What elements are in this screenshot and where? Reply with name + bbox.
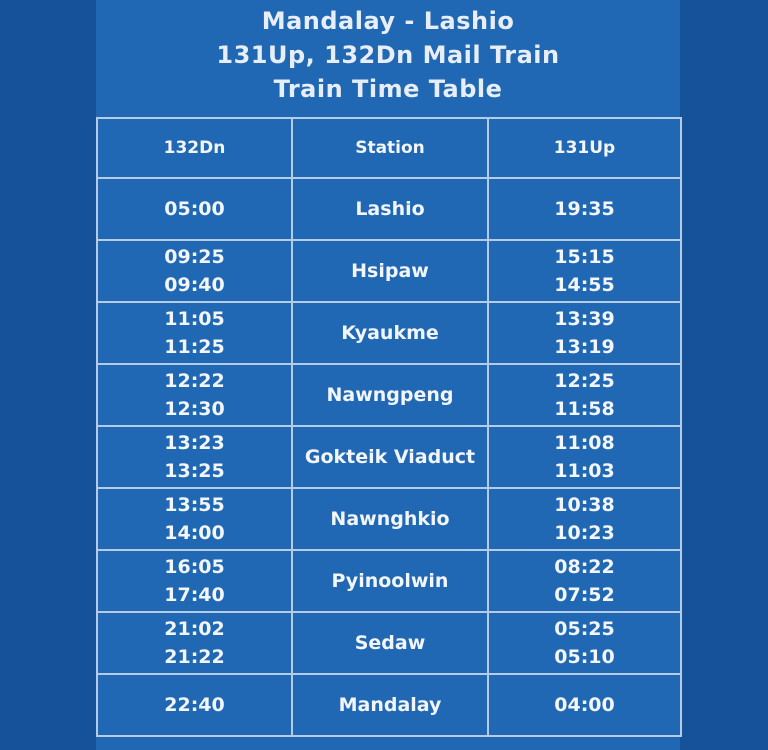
time-value: 05:25 [554,618,615,640]
time-value: 09:25 [164,246,225,268]
route-title: Mandalay - Lashio [261,7,515,35]
dn-time-cell [97,674,292,736]
dn-time-cell [97,364,292,426]
dn-time-cell [97,488,292,550]
time-value: 13:25 [164,460,225,482]
time-value: 21:02 [164,618,225,640]
station-name: Nawnghkio [292,488,488,550]
header-132dn: 132Dn [97,118,292,178]
time-value: 14:00 [164,522,225,544]
timetable [96,117,682,737]
table-row [97,426,681,488]
time-value: 09:40 [164,274,225,296]
time-value: 15:15 [554,246,615,268]
dn-time-cell [97,302,292,364]
time-value: 05:00 [164,198,225,220]
up-time-cell [488,550,681,612]
dn-time-cell [97,550,292,612]
table-row [97,302,681,364]
time-value: 11:25 [164,336,225,358]
header-131up: 131Up [488,118,681,178]
up-time-cell [488,302,681,364]
up-time-cell [488,240,681,302]
station-name: Nawngpeng [292,364,488,426]
table-row [97,612,681,674]
time-value: 19:35 [554,198,615,220]
time-value: 12:22 [164,370,225,392]
up-time-cell [488,426,681,488]
dn-time-cell [97,240,292,302]
time-value: 08:22 [554,556,615,578]
time-value: 07:52 [554,584,615,606]
dn-time-cell [97,426,292,488]
background-right [680,0,768,750]
table-row [97,550,681,612]
table-row [97,488,681,550]
time-value: 12:25 [554,370,615,392]
dn-time-cell [97,178,292,240]
time-value: 14:55 [554,274,615,296]
header-row [97,118,681,178]
time-value: 11:05 [164,308,225,330]
time-value: 10:23 [554,522,615,544]
header-station: Station [292,118,488,178]
time-value: 11:03 [554,460,615,482]
table-row [97,364,681,426]
time-value: 22:40 [164,694,225,716]
time-value: 04:00 [554,694,615,716]
station-name: Gokteik Viaduct [292,426,488,488]
time-value: 16:05 [164,556,225,578]
station-name: Lashio [292,178,488,240]
up-time-cell [488,488,681,550]
time-value: 12:30 [164,398,225,420]
station-name: Pyinoolwin [292,550,488,612]
time-value: 11:08 [554,432,615,454]
time-value: 21:22 [164,646,225,668]
timetable-title [96,4,680,106]
up-time-cell [488,178,681,240]
time-value: 13:23 [164,432,225,454]
dn-time-cell [97,612,292,674]
time-value: 13:55 [164,494,225,516]
up-time-cell [488,612,681,674]
time-value: 17:40 [164,584,225,606]
time-value: 11:58 [554,398,615,420]
station-name: Mandalay [292,674,488,736]
table-row [97,178,681,240]
time-value: 13:19 [554,336,615,358]
background-left [0,0,96,750]
station-name: Kyaukme [292,302,488,364]
train-title: 131Up, 132Dn Mail Train [216,41,560,69]
timetable-heading: Train Time Table [273,75,503,103]
up-time-cell [488,364,681,426]
table-row [97,674,681,736]
station-name: Sedaw [292,612,488,674]
table-row [97,240,681,302]
station-name: Hsipaw [292,240,488,302]
time-value: 13:39 [554,308,615,330]
time-value: 05:10 [554,646,615,668]
time-value: 10:38 [554,494,615,516]
up-time-cell [488,674,681,736]
